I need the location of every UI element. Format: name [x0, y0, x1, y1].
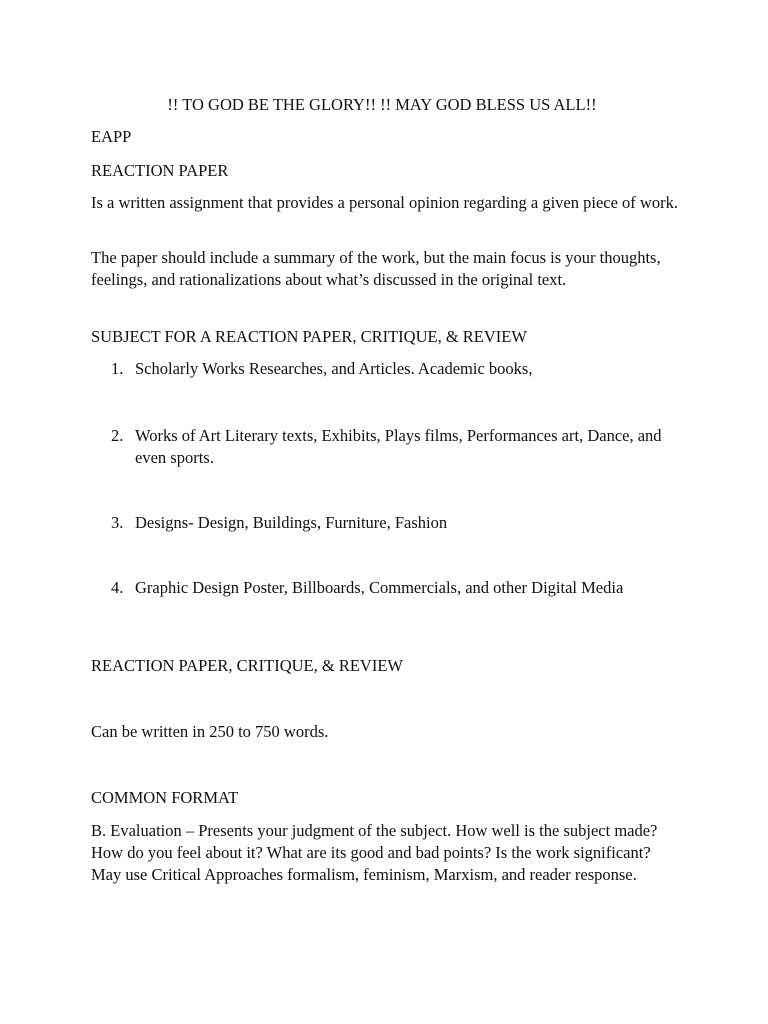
subject-list-item: [111, 425, 681, 469]
list-number: 2.: [111, 426, 124, 445]
word-count-note: Can be written in 250 to 750 words.: [91, 722, 329, 741]
list-text: Designs- Design, Buildings, Furniture, Fashion: [135, 513, 448, 532]
heading-subjects: SUBJECT FOR A REACTION PAPER, CRITIQUE, & REVIEW: [91, 327, 527, 346]
subject-list-item: [111, 358, 681, 380]
subject-list-item: [111, 512, 681, 534]
list-text: Scholarly Works Researches, and Articles. Academic books,: [135, 359, 533, 378]
list-number: 4.: [111, 578, 124, 597]
subject-list-item: [111, 577, 681, 599]
list-number: 3.: [111, 513, 124, 532]
list-text: Works of Art Literary texts, Exhibits, Plays films, Performances art, Dance, and even sports.: [135, 426, 662, 467]
heading-reaction-paper: REACTION PAPER: [91, 161, 229, 180]
heading-reaction-critique-review: REACTION PAPER, CRITIQUE, & REVIEW: [91, 656, 403, 675]
subject-code: EAPP: [91, 127, 132, 146]
heading-common-format: COMMON FORMAT: [91, 788, 239, 807]
list-number: 1.: [111, 359, 124, 378]
evaluation-paragraph: B. Evaluation – Presents your judgment of the subject. How well is the subject made? How do you feel about it? What are its good and bad points? Is the work significant? May use Critical Approaches formalism, feminism, Marxism, and reader response.: [91, 821, 658, 884]
focus-paragraph: The paper should include a summary of the work, but the main focus is your thoughts, feelings, and rationalizations about what’s discussed in the original text.: [91, 248, 661, 289]
motto-line: !! TO GOD BE THE GLORY!! !! MAY GOD BLESS US ALL!!: [167, 95, 597, 114]
list-text: Graphic Design Poster, Billboards, Commercials, and other Digital Media: [135, 578, 624, 597]
definition-paragraph: Is a written assignment that provides a personal opinion regarding a given piece of work.: [91, 193, 678, 212]
